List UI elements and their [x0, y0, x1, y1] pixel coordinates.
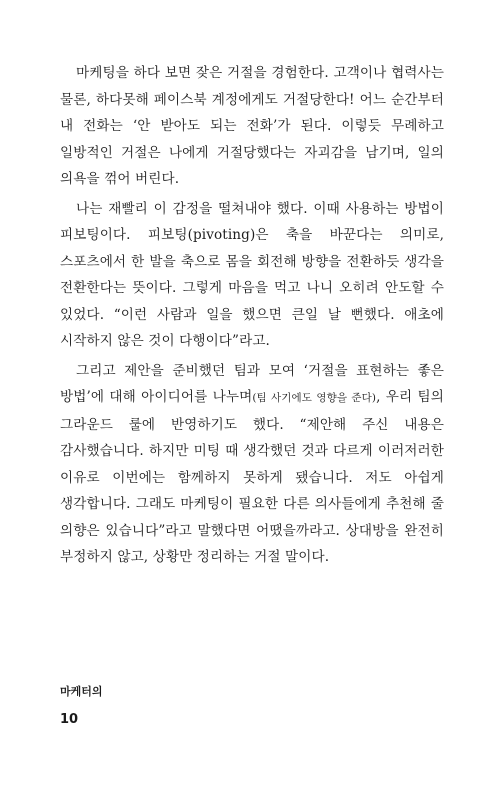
page-number: 10 — [60, 712, 79, 727]
running-title: 마케터의 — [60, 685, 103, 698]
paragraph-3-aside: (팀 사기에도 영향을 준다) — [252, 392, 377, 404]
paragraph-3-text-a: 그리고 제안을 준비했던 팀과 모여 ‘거절을 표현하는 좋은 방법’에 대해 아이디어를 나누며 — [60, 362, 444, 405]
paragraph-1: 마케팅을 하다 보면 잦은 거절을 경험한다. 고객이나 협력사는 물론, 하다못해 페이스북 계정에게도 거절당한다! 어느 순간부터 내 전화는 ‘안 받아도 되는 전화’가 된다. 이렇듯 무례하고 일방적인 거절은 나에게 거절당했다는 자괴감을 남기며, 일의 의욕을 꺾어 버린다. — [60, 65, 444, 187]
paragraph-3-text-b: , 우리 팀의 그라운드 룰에 반영하기도 했다. “제안해 주신 내용은 감사했습니다. 하지만 미팅 때 생각했던 것과 다르게 이러저러한 이유로 이번에는 함께하지 못하게 됐습니다. 저도 아쉽게 생각합니다. 그래도 마케팅이 필요한 다른 의사들에게 추천해 줄 의향은 있습니다”라고 말했다면 어땠을까라고. 상대방을 완전히 부정하지 않고, 상황만 정리하는 거절 말이다. — [60, 389, 444, 565]
paragraph-2: 나는 재빨리 이 감정을 떨쳐내야 했다. 이때 사용하는 방법이 피보팅이다. 피보팅(pivoting)은 축을 바꾼다는 의미로, 스포츠에서 한 발을 축으로 몸을 회전해 방향을 전환하듯 생각을 전환한다는 뜻이다. 그렇게 마음을 먹고 나니 오히려 안도할 수 있었다. “이런 사람과 일을 했으면 큰일 날 뻔했다. 애초에 시작하지 않은 것이 다행이다”라고. — [60, 200, 444, 349]
paragraph-3 — [60, 358, 444, 571]
body-text — [60, 60, 444, 574]
